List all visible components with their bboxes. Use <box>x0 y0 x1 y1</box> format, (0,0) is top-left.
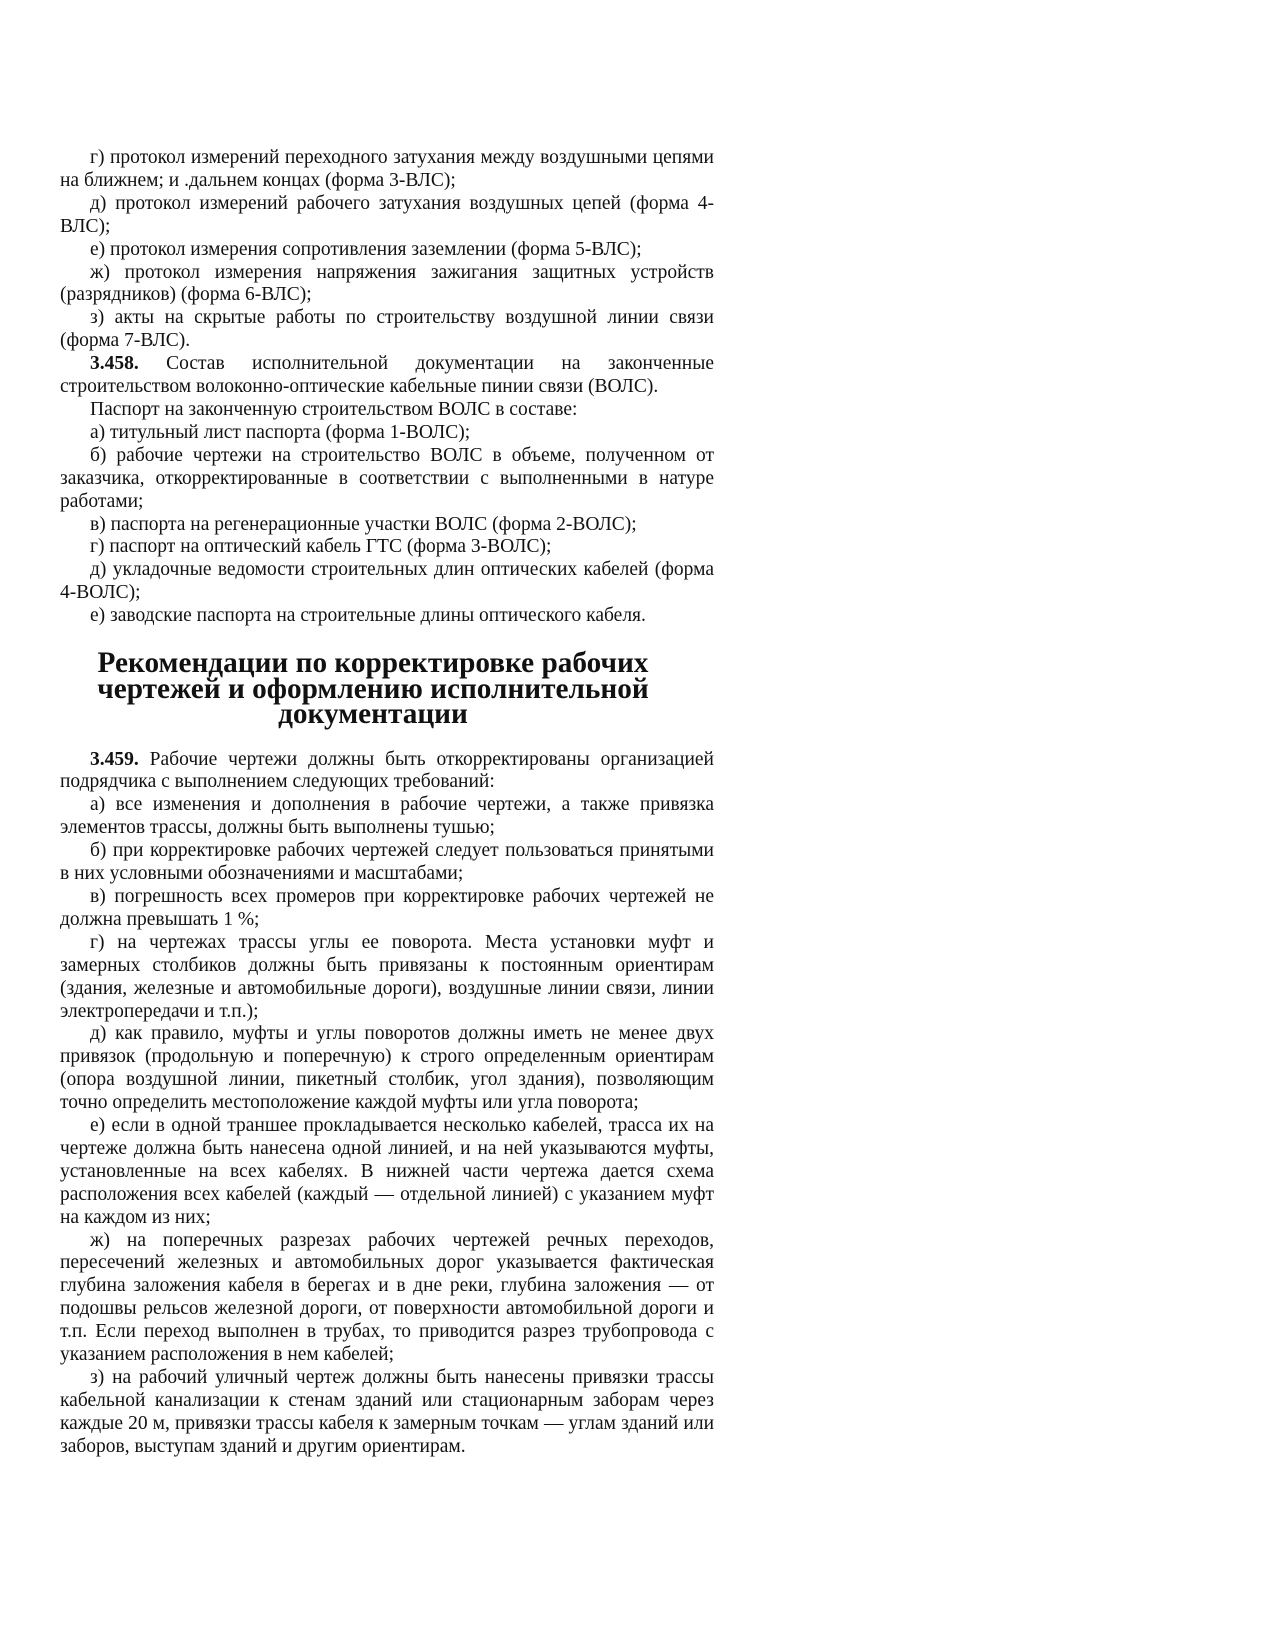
requirement-item-e: е) если в одной траншее прокладывается несколько кабелей, трасса их на чертеже должна быть нанесена одной линией, и на ней указываются муфты, установленные на всех кабелях. В нижней части чертежа дается схема расположения всех кабелей (каждый — отдельной линией) с указанием муфт на каждом из них; <box>60 1115 714 1228</box>
clause-number: 3.458. <box>90 353 139 375</box>
requirement-item-z: з) на рабочий уличный чертеж должны быть нанесены привязки трассы кабельной канализации к стенам зданий или стационарным заборам через каждые 20 м, привязки трассы кабеля к замерным точкам — углам зданий или заборов, выступам зданий и другим ориентирам. <box>60 1367 714 1457</box>
clause-3-458 <box>60 353 714 399</box>
paragraph-item-z: з) акты на скрытые работы по строительству воздушной линии связи (форма 7-ВЛС). <box>60 307 714 352</box>
paragraph-item-e: е) протокол измерения сопротивления заземлении (форма 5-ВЛС); <box>90 238 642 260</box>
passport-item-v: в) паспорта на регенерационные участки ВОЛС (форма 2-ВОЛС); <box>90 513 637 535</box>
passport-item-d: д) укладочные ведомости строительных длин оптических кабелей (форма 4-ВОЛС); <box>60 559 714 604</box>
paragraph-item-g: г) протокол измерений переходного затухания между воздушными цепями на ближнем; и .дальнем концах (форма 3-ВЛС); <box>60 147 714 191</box>
clause-number: 3.459. <box>90 748 139 770</box>
clause-text: Рабочие чертежи должны быть откорректированы организацией подрядчика с выполнением следующих требований: <box>60 748 714 793</box>
section-heading <box>60 647 714 731</box>
requirement-item-b: б) при корректировке рабочих чертежей следует пользоваться принятыми в них условными обозначениями и масштабами; <box>60 840 714 885</box>
clause-3-459 <box>60 749 714 795</box>
document-page <box>60 147 714 1459</box>
clause-text: Состав исполнительной документации на законченные строительством волоконно-оптические кабельные пинии связи (ВОЛС). <box>60 353 714 398</box>
heading-line-2: чертежей и оформлению исполнительной <box>97 672 649 705</box>
passport-item-e: е) заводские паспорта на строительные длины оптического кабеля. <box>90 605 646 627</box>
requirement-item-a: а) все изменения и дополнения в рабочие чертежи, а также привязка элементов трассы, должны быть выполнены тушью; <box>60 794 714 839</box>
spacer <box>60 728 714 749</box>
requirement-item-d: д) как правило, муфты и углы поворотов должны иметь не менее двух привязок (продольную и поперечную) к строго определенным ориентирам (опора воздушной линии, пикетный столбик, угол здания), позволяющим точно определить местоположение каждой муфты или угла поворота; <box>60 1023 714 1114</box>
requirement-item-zh: ж) на поперечных разрезах рабочих чертежей речных переходов, пересечений железных и автомобильных дорог указывается фактическая глубина заложения кабеля в берегах и в дне реки, глубина заложения — от подошвы рельсов железной дороги, от поверхности автомобильной дороги и т.п. Если переход выполнен в трубах, то приводится разрез трубопровода с указанием расположения в нем кабелей; <box>60 1229 714 1366</box>
passport-item-a: а) титульный лист паспорта (форма 1-ВОЛС); <box>90 421 471 443</box>
heading-line-3: документации <box>278 698 468 731</box>
passport-intro: Паспорт на законченную строительством ВОЛС в составе: <box>90 398 578 420</box>
heading-line-1: Рекомендации по корректировке рабочих <box>97 647 649 680</box>
passport-item-g: г) паспорт на оптический кабель ГТС (форма 3-ВОЛС); <box>90 536 552 558</box>
paragraph-item-zh: ж) протокол измерения напряжения зажигания защитных устройств (разрядников) (форма 6-ВЛС); <box>60 261 714 306</box>
requirement-item-v: в) погрешность всех промеров при корректировке рабочих чертежей не должна превышать 1 %; <box>60 885 714 930</box>
requirement-item-g: г) на чертежах трассы углы ее поворота. Места установки муфт и замерных столбиков должны быть привязаны к постоянным ориентирам (здания, железные и автомобильные дороги), воздушные линии связи, линии электропередачи и т.п.); <box>60 931 714 1022</box>
passport-item-b: б) рабочие чертежи на строительство ВОЛС в объеме, полученном от заказчика, откорректированные в соответствии с выполненными в натуре работами; <box>60 444 714 512</box>
paragraph-item-d: д) протокол измерений рабочего затухания воздушных цепей (форма 4-ВЛС); <box>60 192 714 237</box>
